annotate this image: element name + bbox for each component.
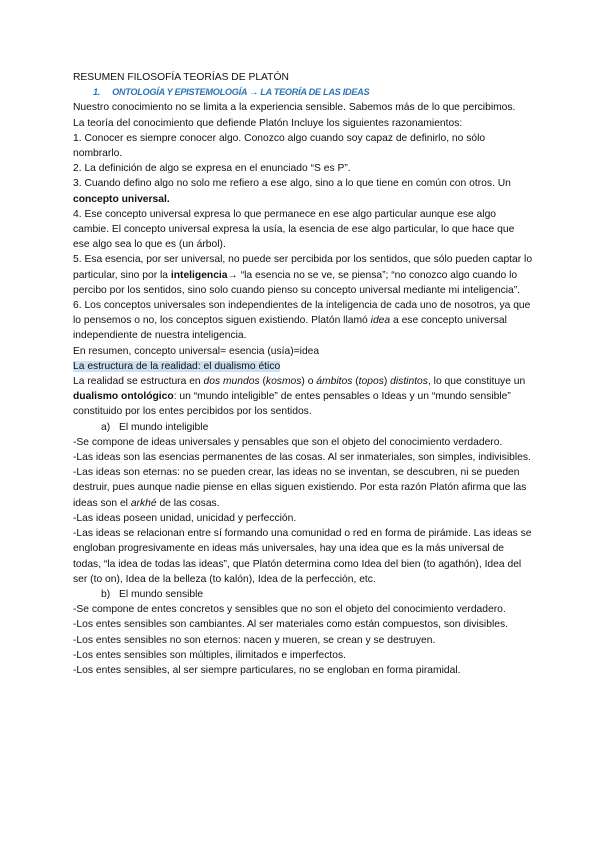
text-span: a ese concepto universal independiente de nuestra inteligencia. bbox=[73, 315, 507, 342]
reasoning-1: 1. Conocer es siempre conocer algo. Conozco algo cuando soy capaz de definirlo, no sólo nombrarlo. bbox=[73, 132, 486, 160]
italic-term: distintos bbox=[390, 376, 428, 388]
text-span: → “la esencia no se ve, se piensa”; “no conozco algo cuando lo percibo por los sentidos, sino solo cuando pienso su concepto universal mediante mi inteligencia”. bbox=[73, 269, 521, 296]
italic-term: topos bbox=[358, 376, 384, 388]
list-item: -Se compone de entes concretos y sensibles que no son el objeto del conocimiento verdadero. bbox=[73, 604, 506, 616]
text-span: de las cosas. bbox=[156, 497, 220, 509]
reasoning-2: 2. La definición de algo se expresa en el enunciado “S es P”. bbox=[73, 163, 351, 175]
list-item bbox=[73, 465, 533, 511]
paragraph: La teoría del conocimiento que defiende Platón Incluye los siguientes razonamientos: bbox=[73, 117, 463, 129]
subsection-letter: b) bbox=[101, 588, 111, 600]
list-item: -Los entes sensibles, al ser siempre particulares, no se engloban en forma piramidal. bbox=[73, 664, 461, 676]
italic-term: dos mundos bbox=[203, 376, 260, 388]
list-item: -Se compone de ideas universales y pensables que son el objeto del conocimiento verdadero. bbox=[73, 436, 503, 448]
bold-term: dualismo ontológico bbox=[73, 391, 174, 403]
reasoning-6 bbox=[73, 298, 533, 344]
document-title: RESUMEN FILOSOFÍA TEORÍAS DE PLATÓN bbox=[73, 72, 289, 83]
text-span: , lo que constituye un bbox=[427, 376, 526, 388]
italic-term: arkhé bbox=[130, 497, 157, 509]
highlighted-heading: La estructura de la realidad: el dualismo ético bbox=[73, 360, 281, 372]
bold-term: concepto universal. bbox=[73, 193, 170, 205]
list-item: -Los entes sensibles no son eternos: nacen y mueren, se crean y se destruyen. bbox=[73, 634, 436, 646]
subsection-title: El mundo inteligible bbox=[119, 421, 209, 433]
subsection-letter: a) bbox=[101, 421, 111, 433]
text-span: La realidad se estructura en bbox=[73, 376, 204, 388]
text-span: ) bbox=[383, 376, 391, 388]
reasoning-3 bbox=[73, 176, 533, 206]
text-span: ( bbox=[352, 376, 359, 388]
italic-term: ámbitos bbox=[316, 376, 353, 388]
text-span: 3. Cuando defino algo no solo me refiero a ese algo, sino a lo que tiene en común con otros. Un bbox=[73, 178, 511, 190]
text-span: 6. Los conceptos universales son independientes de la inteligencia de cada uno de nosotros, ya que lo pensemos o no, los conceptos siguen existiendo. Platón llamó bbox=[73, 300, 531, 327]
subsection-a bbox=[73, 420, 533, 435]
text-span: ( bbox=[259, 376, 266, 388]
subsection-title: El mundo sensible bbox=[119, 588, 204, 600]
text-span: -Las ideas son eternas: no se pueden crear, las ideas no se inventan, se descubren, ni se pueden destruir, pues aunque nadie piense en ellas siguen existiendo. Por esta razón Platón afirma que las ideas son el bbox=[73, 467, 527, 509]
document-body bbox=[73, 70, 533, 678]
italic-term: kosmos bbox=[265, 376, 302, 388]
text-span: : un “mundo inteligible” de entes pensables o Ideas y un “mundo sensible” constituido por los entes percibidos por los sentidos. bbox=[73, 391, 511, 418]
summary-line: En resumen, concepto universal= esencia (usía)=idea bbox=[73, 345, 320, 357]
reasoning-4: 4. Ese concepto universal expresa lo que permanece en ese algo particular aunque ese algo cambie. El concepto universal expresa la usía, la esencia de ese algo particular, lo que hace que ese algo sea lo que es (un árbol). bbox=[73, 208, 515, 251]
text-span: ) o bbox=[301, 376, 317, 388]
heading-number: 1. bbox=[93, 87, 101, 98]
paragraph: Nuestro conocimiento no se limita a la experiencia sensible. Sabemos más de lo que percibimos. bbox=[73, 102, 516, 114]
dualism-paragraph bbox=[73, 374, 533, 420]
text-span: 5. Esa esencia, por ser universal, no puede ser percibida por los sentidos, que sólo pueden captar lo particular, sino por la bbox=[73, 254, 533, 281]
list-item: -Las ideas son las esencias permanentes de las cosas. Al ser inmateriales, son simples, indivisibles. bbox=[73, 452, 531, 464]
italic-term: idea bbox=[370, 315, 391, 327]
list-item: -Los entes sensibles son cambiantes. Al ser materiales como están compuestos, son divisibles. bbox=[73, 619, 508, 631]
section-heading-1 bbox=[73, 85, 533, 100]
reasoning-5 bbox=[73, 252, 533, 298]
heading-text: ONTOLOGÍA Y EPISTEMOLOGÍA → LA TEORÍA DE LAS IDEAS bbox=[112, 87, 370, 98]
bold-term: inteligencia bbox=[170, 269, 228, 281]
subsection-b bbox=[73, 587, 533, 602]
list-item: -Los entes sensibles son múltiples, ilimitados e imperfectos. bbox=[73, 649, 346, 661]
section-heading-2 bbox=[73, 359, 533, 374]
list-item: -Las ideas se relacionan entre sí formando una comunidad o red en forma de pirámide. Las ideas se engloban progresivamente en ideas más universales, hay una idea que es la más universal de todas, “la idea de todas las ideas”, que Platón determina como Idea del bien (to agathón), Idea del ser (to on), Idea de la belleza (to kalón), Idea de la perfección, etc. bbox=[73, 528, 532, 585]
list-item: -Las ideas poseen unidad, unicidad y perfección. bbox=[73, 512, 297, 524]
